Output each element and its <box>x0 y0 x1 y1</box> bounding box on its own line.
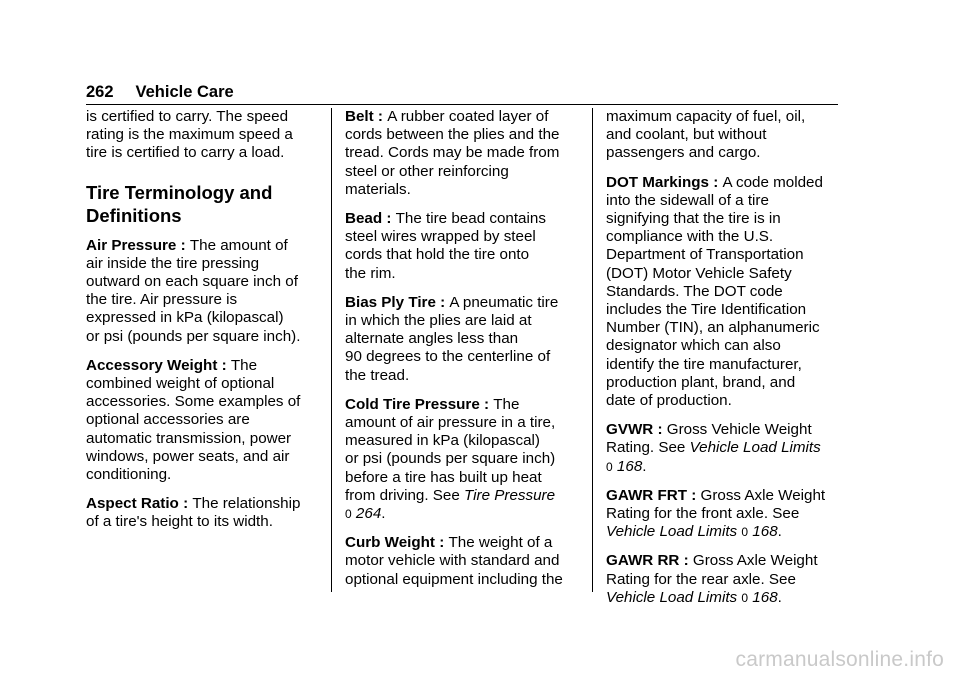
definition-belt: Belt : A rubber coated layer of cords between the plies and the tread. Cords may be made from steel or other reinforcing materials. <box>345 108 560 198</box>
cross-reference-link[interactable]: Vehicle Load Limits <box>689 439 821 457</box>
term-label: Bead <box>345 210 383 228</box>
definition-gawr-frt: GAWR FRT : Gross Axle Weight Rating for the front axle. See Vehicle Load Limits 0 168. <box>606 486 826 541</box>
page-reference-icon: 0 <box>741 525 749 540</box>
column-divider-2 <box>592 108 593 592</box>
page-reference-icon: 0 <box>741 590 749 605</box>
definition-cold-tire-pressure: Cold Tire Pressure : The amount of air pressure in a tire, measured in kPa (kilopascal) or psi (pounds per square inch) before a tire has built up heat from driving. See Tire Pressure 0 264. <box>345 395 556 523</box>
column-2 <box>345 108 581 600</box>
definition-air-pressure: Air Pressure : The amount of air inside the tire pressing outward on each square inch of the tire. Air pressure is expressed in kPa (kilopascal) or psi (pounds per square inch). <box>86 236 301 345</box>
page-reference-icon: 0 <box>345 507 352 522</box>
page-reference-icon: 0 <box>606 459 613 474</box>
definition-dot-markings: DOT Markings : A code molded into the sidewall of a tire signifying that the tire is in compliance with the U.S. Department of Transportation (DOT) Motor Vehicle Safety Standards. The DOT code includes the Tire Identification Number (TIN), an alphanumeric designator which can also identify the tire manufacturer, production plant, brand, and date of production. <box>606 173 823 410</box>
term-label: GVWR <box>606 421 654 439</box>
term-label: GAWR FRT <box>606 486 687 504</box>
watermark: carmanualsonline.info <box>735 648 944 671</box>
definition-bead: Bead : The tire bead contains steel wires wrapped by steel cords that hold the tire onto the rim. <box>345 210 546 282</box>
term-label: Cold Tire Pressure <box>345 395 480 413</box>
definition-gvwr: GVWR : Gross Vehicle Weight Rating. See Vehicle Load Limits 0 168. <box>606 421 821 475</box>
header-rule <box>86 104 838 105</box>
definition-bias-ply-tire: Bias Ply Tire : A pneumatic tire in which the plies are laid at alternate angles less than 90 degrees to the centerline of the tread. <box>345 293 559 384</box>
column-divider-1 <box>331 108 332 592</box>
term-label: Curb Weight <box>345 534 435 552</box>
continued-paragraph: maximum capacity of fuel, oil, and coolant, but without passengers and cargo. <box>606 108 806 162</box>
term-label: DOT Markings <box>606 173 709 191</box>
page-reference[interactable]: 168 <box>616 457 643 475</box>
term-label: Accessory Weight <box>86 356 218 374</box>
page-reference[interactable]: 168 <box>752 523 778 541</box>
definition-curb-weight: Curb Weight : The weight of a motor vehicle with standard and optional equipment including the <box>345 534 563 588</box>
intro-paragraph: is certified to carry. The speed rating is the maximum speed a tire is certified to carry a load. <box>86 108 293 162</box>
definition-aspect-ratio: Aspect Ratio : The relationship of a tire's height to its width. <box>86 495 301 531</box>
cross-reference-link[interactable]: Vehicle Load Limits <box>606 523 738 541</box>
term-label: Air Pressure <box>86 236 177 254</box>
term-label: Belt <box>345 108 374 125</box>
term-label: GAWR RR <box>606 552 680 570</box>
term-label: Bias Ply Tire <box>345 293 436 311</box>
page-header <box>86 80 234 104</box>
definition-accessory-weight: Accessory Weight : The combined weight of optional accessories. Some examples of optional accessories are automatic transmission, power windows, power seats, and air conditioning. <box>86 356 301 484</box>
cross-reference-link[interactable]: Vehicle Load Limits <box>606 588 738 606</box>
page-reference[interactable]: 168 <box>752 588 778 606</box>
page-reference[interactable]: 264 <box>355 505 382 523</box>
column-1 <box>86 108 322 543</box>
section-heading: Tire Terminology and Definitions <box>86 181 273 226</box>
section-title: Vehicle Care <box>135 83 234 101</box>
page-number: 262 <box>86 83 114 101</box>
cross-reference-link[interactable]: Tire Pressure <box>464 486 556 504</box>
term-label: Aspect Ratio <box>86 495 179 513</box>
column-3 <box>606 108 842 618</box>
definition-gawr-rr: GAWR RR : Gross Axle Weight Rating for the rear axle. See Vehicle Load Limits 0 168. <box>606 552 818 606</box>
